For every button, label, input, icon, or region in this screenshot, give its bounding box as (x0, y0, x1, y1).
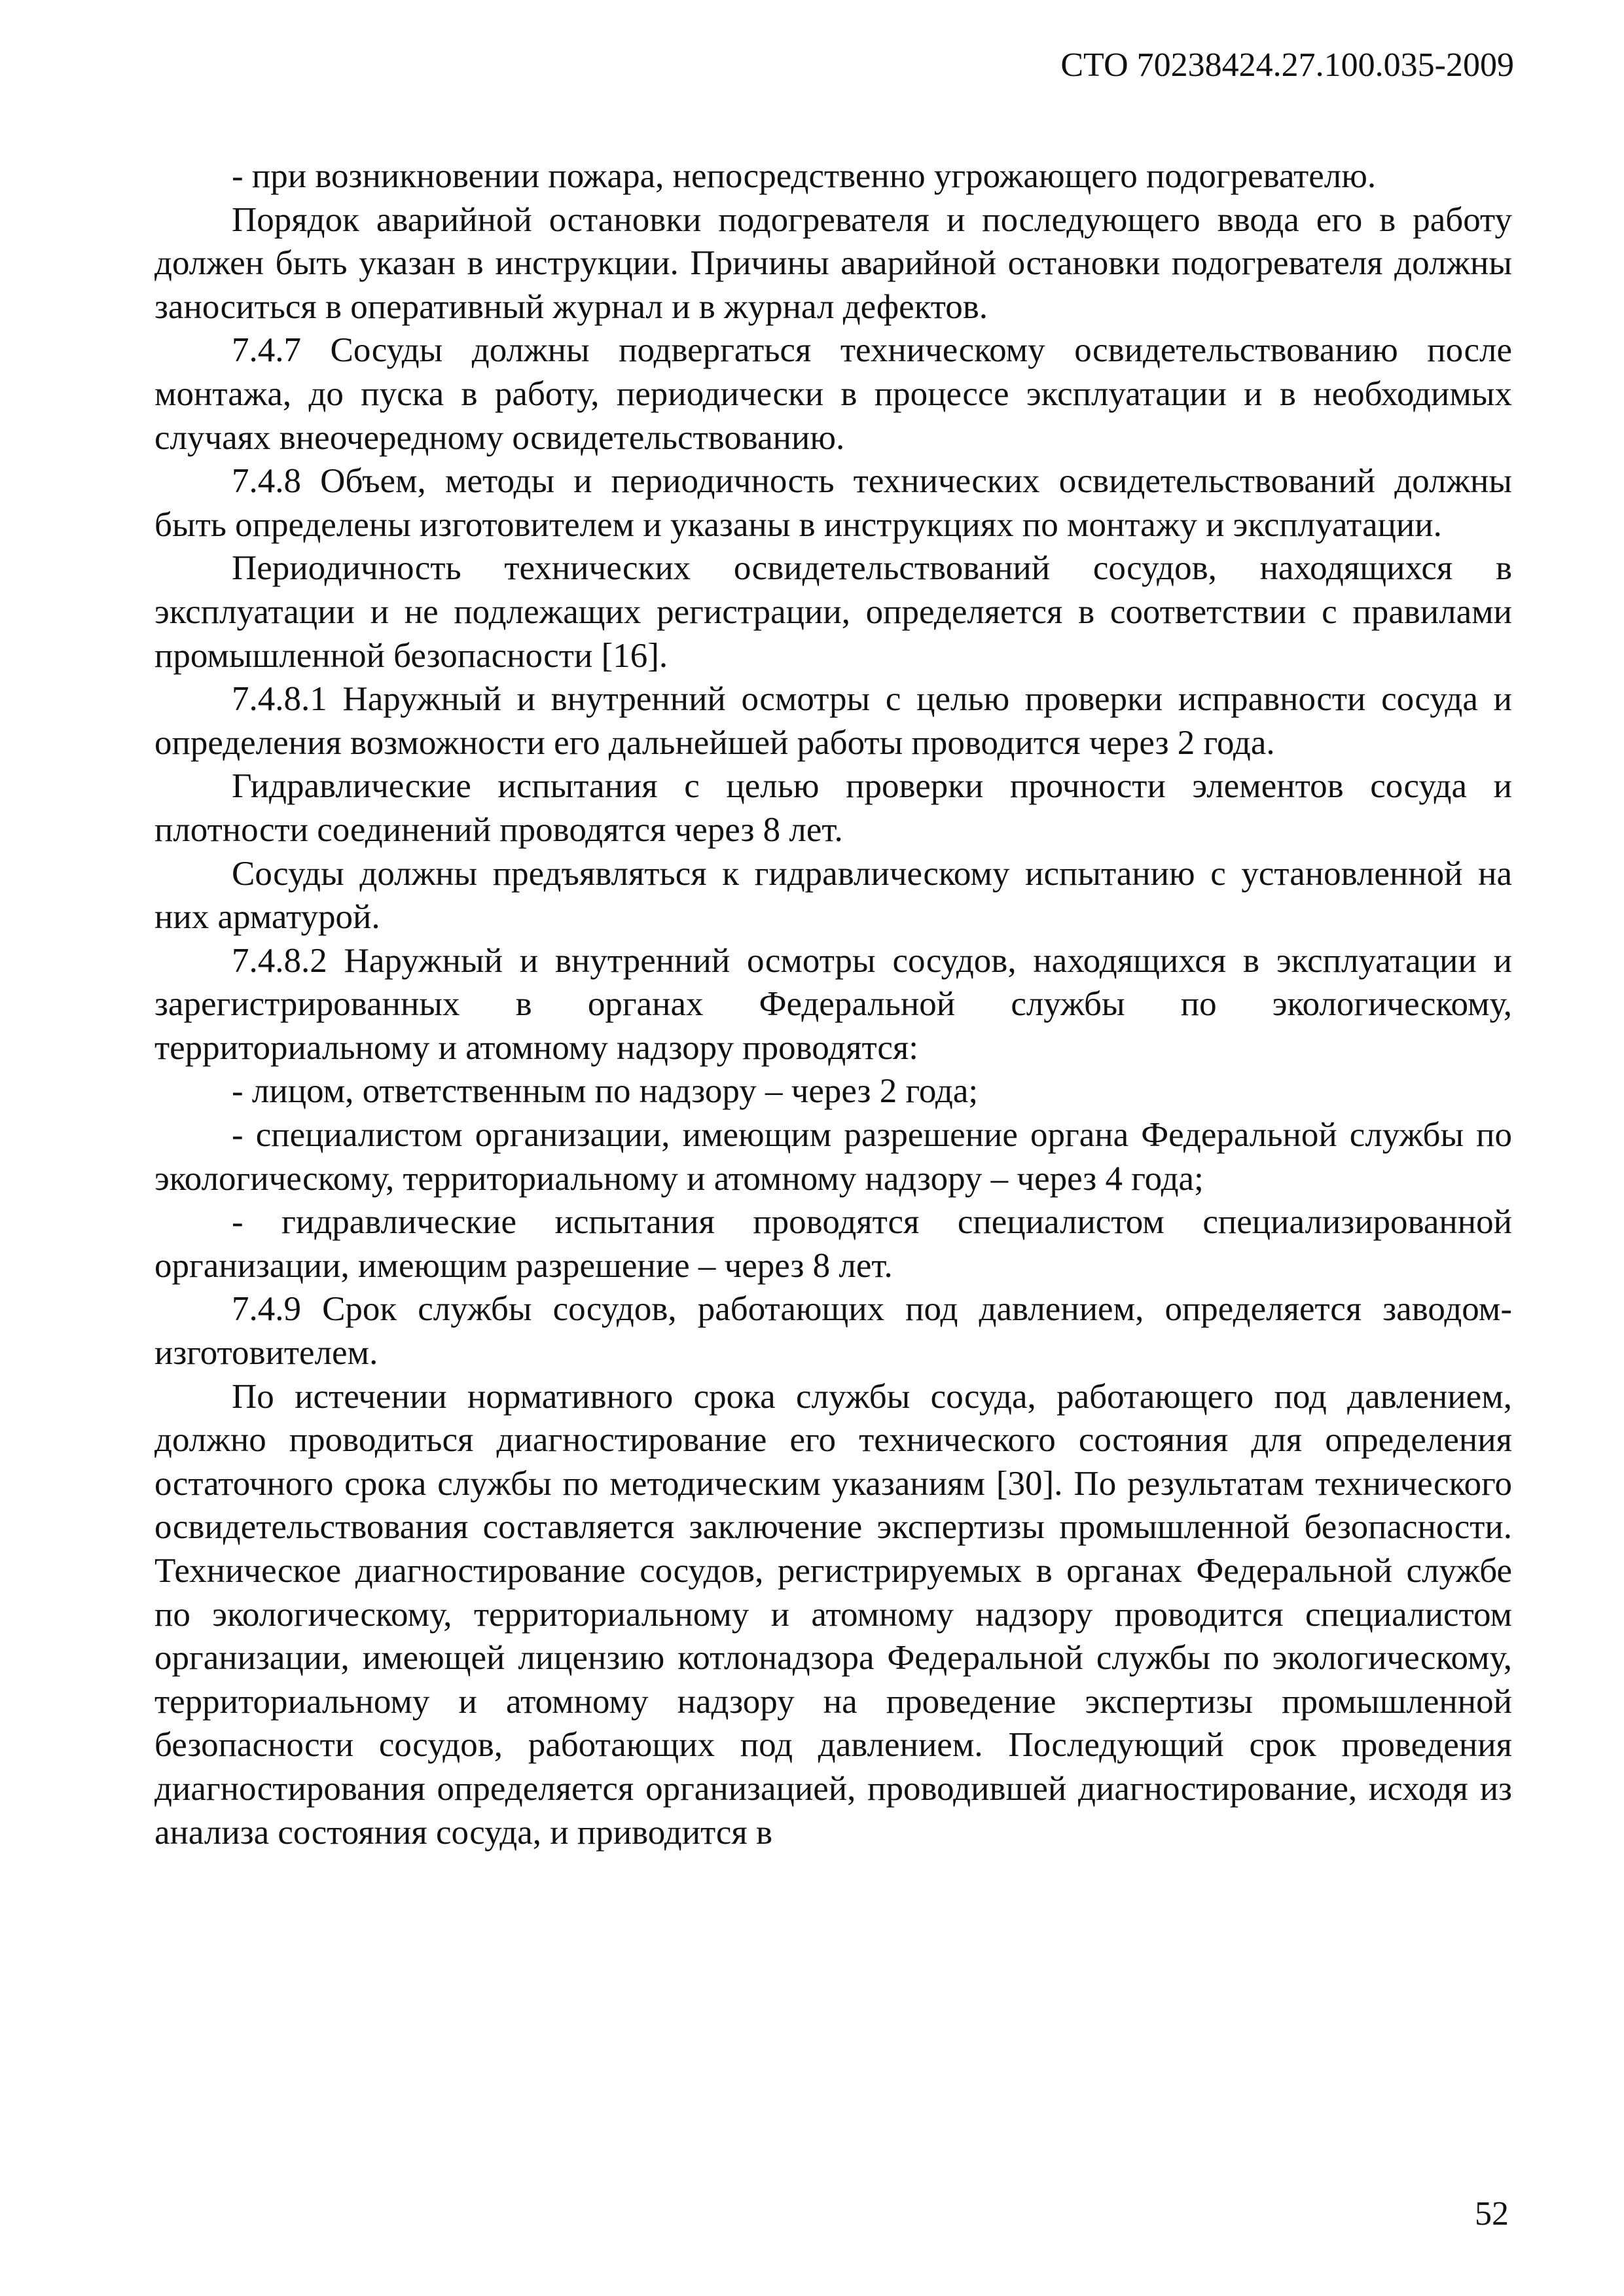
paragraph-7-4-9: 7.4.9 Срок службы сосудов, работающих под давлением, определяется заводом-изготовителем. (154, 1290, 1512, 1372)
page-number: 52 (1475, 2195, 1509, 2233)
paragraph-inspection-periodicity: Периодичность технических освидетельствований сосудов, находящихся в эксплуатации и не подлежащих регистрации, определяется в соответствии с правилами промышленной безопасности [16]. (154, 549, 1512, 675)
list-item-specialist: - специалистом организации, имеющим разрешение органа Федеральной службы по экологическому, территориальному и атомному надзору – через 4 года; (154, 1116, 1512, 1198)
document-number-header: СТО 70238424.27.100.035-2009 (1060, 46, 1514, 84)
body-text (154, 154, 1512, 1854)
list-item-hydraulic-tests: - гидравлические испытания проводятся специалистом специализированной организации, имеющим разрешение – через 8 лет. (154, 1203, 1512, 1285)
paragraph-vessels-presentation: Сосуды должны предъявляться к гидравлическому испытанию с установленной на них арматурой. (154, 854, 1512, 937)
paragraph-fire-condition: - при возникновении пожара, непосредственно угрожающего подогревателю. (232, 157, 1377, 195)
paragraph-emergency-stop-procedure: Порядок аварийной остановки подогревателя и последующего ввода его в работу должен быть указан в инструкции. Причины аварийной остановки подогревателя должны заноситься в оперативный журнал и в журнал дефектов. (154, 200, 1512, 326)
paragraph-diagnostics: По истечении нормативного срока службы сосуда, работающего под давлением, должно проводиться диагностирование его технического состояния для определения остаточного срока службы по методическим указаниям [30]. По результатам технического освидетельствования составляется заключение экспертизы промышленной безопасности. Техническое диагностирование сосудов, регистрируемых в органах Федеральной службе по экологическому, территориальному и атомному надзору проводится специалистом организации, имеющей лицензию котлонадзора Федеральной службы по экологическому, территориальному и атомному надзору на проведение экспертизы промышленной безопасности сосудов, работающих под давлением. Последующий срок проведения диагностирования определяется организацией, проводившей диагностирование, исходя из анализа состояния сосуда, и приводится в (154, 1377, 1512, 1852)
list-item-responsible-person: - лицом, ответственным по надзору – через 2 года; (232, 1072, 979, 1111)
paragraph-7-4-8: 7.4.8 Объем, методы и периодичность технических освидетельствований должны быть определены изготовителем и указаны в инструкциях по монтажу и эксплуатации. (154, 462, 1512, 544)
paragraph-7-4-8-2: 7.4.8.2 Наружный и внутренний осмотры сосудов, находящихся в эксплуатации и зарегистрированных в органах Федеральной службы по экологическому, территориальному и атомному надзору проводятся: (154, 941, 1512, 1067)
paragraph-hydraulic-tests: Гидравлические испытания с целью проверки прочности элементов сосуда и плотности соединений проводятся через 8 лет. (154, 767, 1512, 849)
paragraph-7-4-8-1: 7.4.8.1 Наружный и внутренний осмотры с целью проверки исправности сосуда и определения возможности его дальнейшей работы проводится через 2 года. (154, 680, 1512, 762)
paragraph-7-4-7: 7.4.7 Сосуды должны подвергаться техническому освидетельствованию после монтажа, до пуска в работу, периодически в процессе эксплуатации и в необходимых случаях внеочередному освидетельствованию. (154, 331, 1512, 457)
